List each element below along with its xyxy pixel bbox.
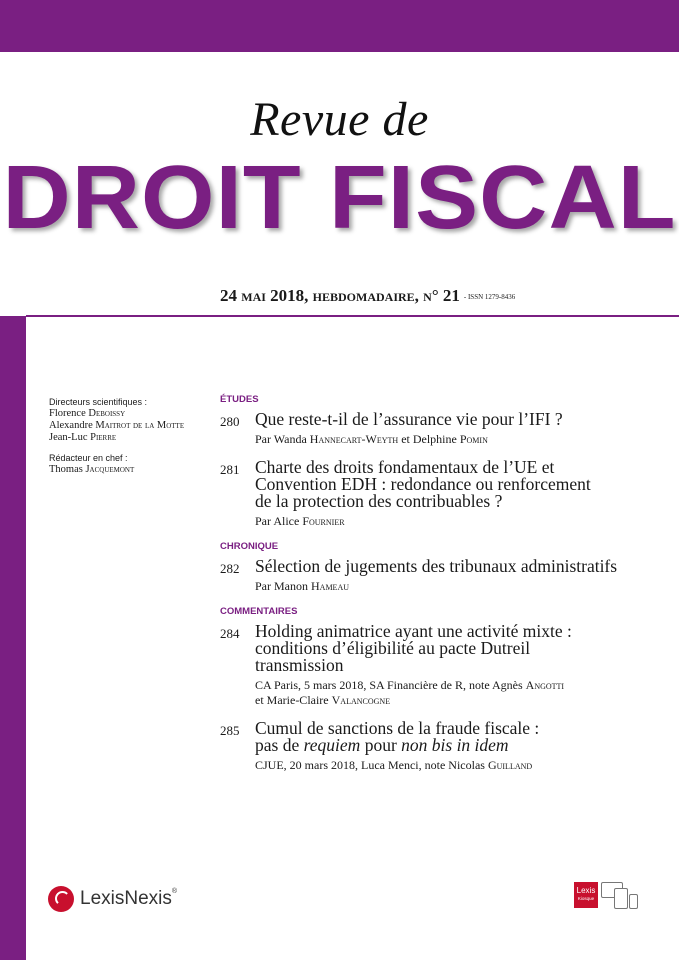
toc-entry-285[interactable] [220, 720, 660, 773]
section-commentaires: COMMENTAIRES [220, 606, 298, 617]
toc-entry-280[interactable] [220, 411, 660, 447]
entry-number: 280 [220, 414, 240, 429]
editor-name: Thomas Jacquemont [49, 464, 135, 475]
issue-date: 24 mai 2018, hebdomadaire, n° 21 [220, 286, 460, 305]
publisher-name: LexisNexis® [80, 888, 178, 909]
editor-label: Rédacteur en chef : [49, 453, 128, 463]
entry-number: 281 [220, 462, 240, 477]
director-name: Alexandre Maitrot de la Motte [49, 420, 185, 431]
entry-title: Holding animatrice ayant une activité mixte : conditions d’éligibilité au pacte Dutreil transmission [255, 621, 572, 675]
entry-byline: CJUE, 20 mars 2018, Luca Menci, note Nicolas Guilland [255, 758, 533, 772]
entry-byline: Par Wanda Hannecart-Weyth et Delphine Pomin [255, 432, 488, 446]
left-color-band [0, 316, 26, 960]
editorial-board [49, 396, 209, 476]
journal-title-line1: Revue de [250, 93, 429, 146]
entry-number: 284 [220, 626, 240, 641]
section-chronique: CHRONIQUE [220, 541, 279, 552]
toc-entry-281[interactable] [220, 459, 660, 529]
toc-entry-284[interactable] [220, 623, 660, 708]
director-name: Jean-Luc Pierre [49, 432, 117, 443]
entry-title: Sélection de jugements des tribunaux administratifs [255, 556, 618, 576]
entry-byline: CA Paris, 5 mars 2018, SA Financière de R, note Agnès Angotti et Marie-Claire Valancogne [255, 678, 565, 707]
table-of-contents [220, 394, 660, 785]
directors-label: Directeurs scientifiques : [49, 397, 148, 407]
lexis-kiosque-badge [574, 880, 640, 912]
top-color-band [0, 0, 679, 52]
lexisnexis-logo [48, 884, 177, 914]
issn: - ISSN 1279-8436 [463, 293, 516, 302]
entry-byline: Par Manon Hameau [255, 579, 349, 593]
kiosque-logo: Lexis Kiosque [574, 882, 598, 908]
entry-number: 282 [220, 561, 240, 576]
entry-title: Charte des droits fondamentaux de l’UE et Convention EDH : redondance ou renforcement de la protection des contribuables ? [255, 457, 591, 511]
entry-title: Que reste-t-il de l’assurance vie pour l’IFI ? [255, 409, 563, 429]
issue-info [220, 286, 515, 306]
entry-number: 285 [220, 723, 240, 738]
lexisnexis-mark-icon [48, 886, 74, 912]
director-name: Florence Deboissy [49, 408, 126, 419]
journal-title-line2: DROIT FISCAL [2, 148, 677, 248]
tablet-device-icon [614, 888, 628, 909]
entry-title: Cumul de sanctions de la fraude fiscale : pas de requiem pour non bis in idem [255, 718, 540, 755]
phone-device-icon [629, 894, 638, 909]
entry-byline: Par Alice Fournier [255, 514, 345, 528]
header-rule [26, 315, 679, 317]
toc-entry-282[interactable] [220, 558, 660, 594]
section-etudes: ÉTUDES [220, 394, 259, 405]
